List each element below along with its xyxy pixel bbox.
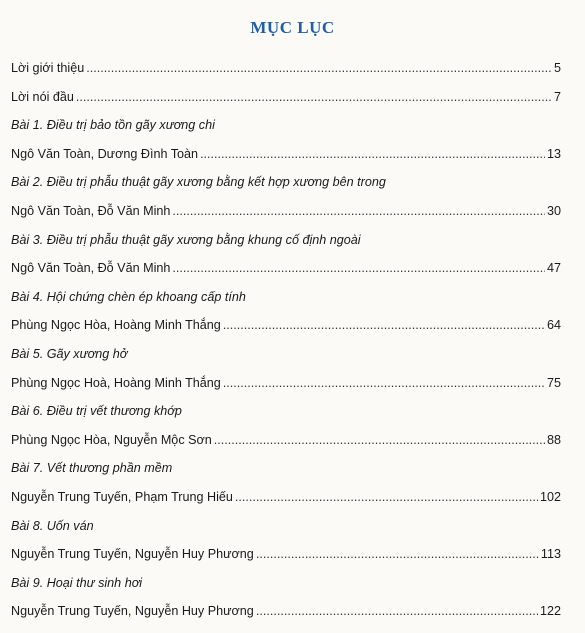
page-number: 113 (540, 547, 561, 562)
chapter-authors: Ngô Văn Toàn, Đỗ Văn Minh (11, 261, 171, 276)
dot-leader (200, 147, 545, 161)
chapter-entry[interactable] (11, 604, 561, 633)
dot-leader (235, 490, 538, 504)
page-number: 5 (553, 61, 561, 75)
chapter-title[interactable]: Bài 5. Gãy xương hở (11, 346, 128, 361)
chapter-entry[interactable] (11, 433, 561, 462)
chapter-title[interactable]: Bài 1. Điều trị bảo tồn gãy xương chi (11, 118, 215, 133)
page-number: 47 (546, 261, 561, 276)
page-number: 7 (553, 89, 561, 104)
chapter-entry[interactable] (11, 376, 561, 405)
chapter-entry[interactable] (11, 547, 561, 576)
chapter-authors: Phùng Ngọc Hòa, Hoàng Minh Thắng (11, 318, 221, 333)
chapter-title[interactable]: Bài 8. Uốn ván (11, 518, 94, 533)
entry-label: Lời giới thiệu (11, 61, 85, 75)
chapter-title[interactable]: Bài 6. Điều trị vết thương khớp (11, 404, 182, 419)
dot-leader (223, 376, 545, 390)
chapter-title[interactable]: Bài 7. Vết thương phần mềm (11, 461, 173, 476)
chapter-authors: Ngô Văn Toàn, Đỗ Văn Minh (11, 203, 171, 218)
chapter-authors: Nguyễn Trung Tuyến, Nguyễn Huy Phương (11, 547, 254, 562)
chapter-title[interactable]: Bài 9. Hoại thư sinh hơi (11, 575, 143, 590)
page-number: 88 (546, 432, 561, 447)
chapter-entry[interactable] (11, 147, 561, 176)
chapter-authors: Nguyễn Trung Tuyến, Phạm Trung Hiếu (11, 489, 233, 504)
chapter-entry[interactable] (11, 490, 561, 519)
page-number: 75 (546, 375, 561, 390)
dot-leader (172, 261, 545, 275)
page-number: 13 (546, 146, 561, 161)
chapter-title[interactable]: Bài 2. Điều trị phẫu thuật gãy xương bằng kết hợp xương bên trong (11, 175, 386, 190)
dot-leader (172, 204, 545, 218)
dot-leader (256, 547, 539, 561)
toc-entry-front-matter[interactable] (11, 90, 561, 119)
chapter-authors: Nguyễn Trung Tuyến, Nguyễn Huy Phương (11, 604, 254, 619)
chapter-authors: Phùng Ngọc Hoà, Hoàng Minh Thắng (11, 375, 221, 390)
entry-label: Lời nói đầu (11, 89, 74, 104)
page-number: 64 (546, 318, 561, 333)
dot-leader (86, 61, 552, 75)
dot-leader (76, 90, 552, 104)
chapter-title[interactable]: Bài 3. Điều trị phẫu thuật gãy xương bằng khung cố định ngoài (11, 232, 361, 247)
page-number: 102 (539, 489, 561, 504)
chapter-entry[interactable] (11, 318, 561, 347)
dot-leader (214, 433, 545, 447)
chapter-authors: Phùng Ngọc Hòa, Nguyễn Mộc Sơn (11, 432, 212, 447)
chapter-entry[interactable] (11, 261, 561, 290)
table-of-contents (11, 61, 561, 633)
chapter-entry[interactable] (11, 204, 561, 233)
page-title: MỤC LỤC (250, 18, 335, 37)
dot-leader (223, 318, 545, 332)
chapter-title[interactable]: Bài 4. Hội chứng chèn ép khoang cấp tính (11, 289, 246, 304)
page-number: 122 (539, 604, 561, 619)
toc-entry-front-matter[interactable] (11, 61, 561, 90)
page-number: 30 (546, 203, 561, 218)
chapter-authors: Ngô Văn Toàn, Dương Đình Toàn (11, 146, 199, 161)
dot-leader (256, 604, 538, 618)
